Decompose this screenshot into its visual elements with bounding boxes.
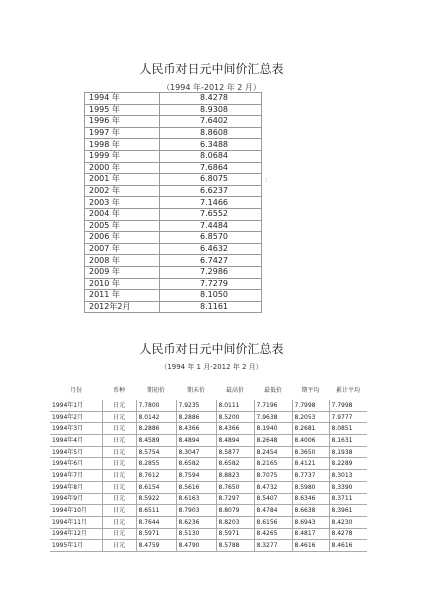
column-header: 月份 — [69, 386, 82, 394]
table-row — [50, 540, 367, 552]
price-cell: 8.8823 — [216, 470, 254, 482]
month-cell: 1994年7月 — [50, 470, 102, 482]
currency-cell: 日元 — [102, 446, 136, 458]
table-row — [85, 232, 262, 244]
price-cell: 8.0111 — [216, 400, 254, 411]
rate-cell: 6.6237 — [160, 185, 262, 197]
table-row — [50, 528, 367, 540]
price-cell: 8.2886 — [176, 411, 216, 423]
price-cell: 8.6154 — [136, 481, 176, 493]
price-cell: 8.4616 — [329, 540, 367, 552]
year-cell: 1994 年 — [85, 93, 160, 105]
price-cell: 8.3047 — [176, 446, 216, 458]
month-cell: 1995年1月 — [50, 540, 102, 552]
table-row — [50, 435, 367, 447]
price-cell: 8.6511 — [136, 505, 176, 517]
price-cell: 8.2886 — [136, 423, 176, 435]
rate-cell: 7.1466 — [160, 197, 262, 209]
price-cell: 8.4784 — [254, 505, 292, 517]
table-row — [50, 505, 367, 517]
price-cell: 8.4817 — [292, 528, 329, 540]
price-cell: 8.7075 — [254, 470, 292, 482]
price-cell: 7.7998 — [292, 400, 329, 411]
rate-cell: 6.4632 — [160, 243, 262, 255]
summary-table-title: 人民币对日元中间价汇总表 — [139, 62, 284, 76]
price-cell: 8.3013 — [329, 470, 367, 482]
price-cell: 8.6236 — [176, 516, 216, 528]
column-header: 期末价 — [186, 386, 205, 394]
price-cell: 8.2165 — [254, 458, 292, 470]
rate-cell: 6.8075 — [160, 174, 262, 186]
price-cell: 8.6582 — [176, 458, 216, 470]
price-cell: 8.5407 — [254, 493, 292, 505]
price-cell: 8.7612 — [136, 470, 176, 482]
price-cell: 8.4616 — [292, 540, 329, 552]
price-cell: 8.1631 — [329, 435, 367, 447]
price-cell: 8.6156 — [254, 516, 292, 528]
year-cell: 2005 年 — [85, 220, 160, 232]
price-cell: 8.6163 — [176, 493, 216, 505]
table-row — [85, 255, 262, 267]
month-cell: 1994年10月 — [50, 505, 102, 517]
price-cell: 7.7800 — [136, 400, 176, 411]
price-cell: 8.4006 — [292, 435, 329, 447]
rate-cell: 8.8608 — [160, 127, 262, 139]
currency-cell: 日元 — [102, 493, 136, 505]
year-cell: 2008 年 — [85, 255, 160, 267]
price-cell: 8.3961 — [329, 505, 367, 517]
price-cell: 8.2289 — [329, 458, 367, 470]
currency-cell: 日元 — [102, 423, 136, 435]
column-header: 累计平均 — [335, 386, 360, 394]
price-cell: 8.5616 — [176, 481, 216, 493]
month-cell: 1994年1月 — [50, 400, 102, 411]
table-row — [85, 174, 262, 186]
margin-mark: : — [265, 176, 268, 184]
table-row — [85, 290, 262, 302]
price-cell: 8.4230 — [329, 516, 367, 528]
currency-cell: 日元 — [102, 481, 136, 493]
price-cell: 8.4732 — [254, 481, 292, 493]
table-row — [85, 243, 262, 255]
table-row — [85, 116, 262, 128]
price-cell: 8.7903 — [176, 505, 216, 517]
column-header: 期初价 — [146, 386, 165, 394]
currency-cell: 日元 — [102, 470, 136, 482]
price-cell: 8.7297 — [216, 493, 254, 505]
price-cell: 8.0851 — [329, 423, 367, 435]
table-row — [50, 400, 367, 411]
year-cell: 1995 年 — [85, 104, 160, 116]
rate-cell: 8.9308 — [160, 104, 262, 116]
price-cell: 8.4894 — [176, 435, 216, 447]
table-row — [50, 470, 367, 482]
year-cell: 1999 年 — [85, 150, 160, 162]
price-cell: 8.6346 — [292, 493, 329, 505]
price-cell: 7.9777 — [329, 411, 367, 423]
price-cell: 8.1938 — [329, 446, 367, 458]
price-cell: 7.7998 — [329, 400, 367, 411]
rate-cell: 7.7279 — [160, 278, 262, 290]
year-cell: 2009 年 — [85, 266, 160, 278]
year-cell: 2011 年 — [85, 290, 160, 302]
price-cell: 8.7737 — [292, 470, 329, 482]
price-cell: 8.4366 — [176, 423, 216, 435]
rate-cell: 7.6864 — [160, 162, 262, 174]
month-cell: 1994年2月 — [50, 411, 102, 423]
table-row — [85, 278, 262, 290]
year-cell: 2003 年 — [85, 197, 160, 209]
rate-cell: 8.1050 — [160, 290, 262, 302]
rate-cell: 7.2986 — [160, 266, 262, 278]
rate-cell: 6.3488 — [160, 139, 262, 151]
price-cell: 8.4121 — [292, 458, 329, 470]
rate-cell: 7.4484 — [160, 220, 262, 232]
year-cell: 2006 年 — [85, 232, 160, 244]
price-cell: 8.5971 — [216, 528, 254, 540]
rate-cell: 8.0684 — [160, 150, 262, 162]
price-cell: 8.5788 — [216, 540, 254, 552]
column-header: 币种 — [112, 386, 125, 394]
table-row — [85, 197, 262, 209]
month-cell: 1994年3月 — [50, 423, 102, 435]
price-cell: 8.1940 — [254, 423, 292, 435]
table-row — [50, 458, 367, 470]
price-cell: 8.7650 — [216, 481, 254, 493]
table-row — [50, 516, 367, 528]
currency-cell: 日元 — [102, 458, 136, 470]
price-cell: 8.6943 — [292, 516, 329, 528]
monthly-table-title: 人民币对日元中间价汇总表 — [139, 342, 284, 356]
price-cell: 8.5980 — [292, 481, 329, 493]
price-cell: 8.3650 — [292, 446, 329, 458]
price-cell: 8.6638 — [292, 505, 329, 517]
year-cell: 2010 年 — [85, 278, 160, 290]
table-row — [50, 423, 367, 435]
year-cell: 1998 年 — [85, 139, 160, 151]
price-cell: 8.4894 — [216, 435, 254, 447]
price-cell: 8.5971 — [136, 528, 176, 540]
currency-cell: 日元 — [102, 528, 136, 540]
year-cell: 2001 年 — [85, 174, 160, 186]
summary-table-subtitle: （1994 年-2012 年 2 月） — [162, 83, 261, 92]
price-cell: 8.5922 — [136, 493, 176, 505]
table-row — [85, 104, 262, 116]
month-cell: 1994年11月 — [50, 516, 102, 528]
year-cell: 2004 年 — [85, 208, 160, 220]
year-cell: 1997 年 — [85, 127, 160, 139]
annual-summary-table — [84, 92, 262, 313]
year-cell: 2002 年 — [85, 185, 160, 197]
price-cell: 8.4278 — [329, 528, 367, 540]
table-row — [85, 150, 262, 162]
year-cell: 1996 年 — [85, 116, 160, 128]
table-row — [85, 266, 262, 278]
table-row — [85, 162, 262, 174]
price-cell: 8.2053 — [292, 411, 329, 423]
rate-cell: 7.6402 — [160, 116, 262, 128]
table-row — [50, 411, 367, 423]
table-row — [85, 301, 262, 313]
currency-cell: 日元 — [102, 411, 136, 423]
month-cell: 1994年5月 — [50, 446, 102, 458]
price-cell: 8.5877 — [216, 446, 254, 458]
month-cell: 1994年12月 — [50, 528, 102, 540]
month-cell: 1994年9月 — [50, 493, 102, 505]
price-cell: 8.3277 — [254, 540, 292, 552]
price-cell: 8.4265 — [254, 528, 292, 540]
table-row — [85, 208, 262, 220]
rate-cell: 8.4278 — [160, 93, 262, 105]
price-cell: 8.4366 — [216, 423, 254, 435]
rate-cell: 8.1161 — [160, 301, 262, 313]
rate-cell: 6.7427 — [160, 255, 262, 267]
table-row — [85, 220, 262, 232]
year-cell: 2000 年 — [85, 162, 160, 174]
price-cell: 8.8203 — [216, 516, 254, 528]
monthly-table-subtitle: （1994 年 1 月-2012 年 2 月） — [160, 363, 263, 371]
price-cell: 8.3390 — [329, 481, 367, 493]
table-row — [85, 185, 262, 197]
rate-cell: 7.6552 — [160, 208, 262, 220]
price-cell: 8.5130 — [176, 528, 216, 540]
year-cell: 2007 年 — [85, 243, 160, 255]
price-cell: 8.4759 — [136, 540, 176, 552]
price-cell: 8.3711 — [329, 493, 367, 505]
price-cell: 8.2681 — [292, 423, 329, 435]
price-cell: 8.5200 — [216, 411, 254, 423]
currency-cell: 日元 — [102, 435, 136, 447]
month-cell: 1994年4月 — [50, 435, 102, 447]
price-cell: 8.4589 — [136, 435, 176, 447]
table-row — [85, 127, 262, 139]
column-header: 期平均 — [301, 386, 320, 394]
month-cell: 1994年6月 — [50, 458, 102, 470]
table-row — [50, 493, 367, 505]
margin-mark: · — [258, 210, 261, 218]
price-cell: 8.8079 — [216, 505, 254, 517]
price-cell: 7.9638 — [254, 411, 292, 423]
column-header: 最高价 — [225, 386, 244, 394]
price-cell: 7.7196 — [254, 400, 292, 411]
price-cell: 8.4790 — [176, 540, 216, 552]
monthly-detail-table — [50, 378, 367, 552]
currency-cell: 日元 — [102, 505, 136, 517]
rate-cell: 6.8570 — [160, 232, 262, 244]
table-row — [50, 446, 367, 458]
table-row — [85, 139, 262, 151]
column-header: 最低价 — [263, 386, 282, 394]
price-cell: 8.7644 — [136, 516, 176, 528]
year-cell: 2012年2月 — [85, 301, 160, 313]
price-cell: 8.0142 — [136, 411, 176, 423]
month-cell: 1994年8月 — [50, 481, 102, 493]
currency-cell: 日元 — [102, 400, 136, 411]
table-row — [85, 93, 262, 105]
table-row — [50, 481, 367, 493]
price-cell: 8.2855 — [136, 458, 176, 470]
price-cell: 8.2648 — [254, 435, 292, 447]
price-cell: 8.2454 — [254, 446, 292, 458]
currency-cell: 日元 — [102, 516, 136, 528]
price-cell: 8.6582 — [216, 458, 254, 470]
price-cell: 8.5754 — [136, 446, 176, 458]
price-cell: 8.7594 — [176, 470, 216, 482]
price-cell: 7.9235 — [176, 400, 216, 411]
currency-cell: 日元 — [102, 540, 136, 552]
